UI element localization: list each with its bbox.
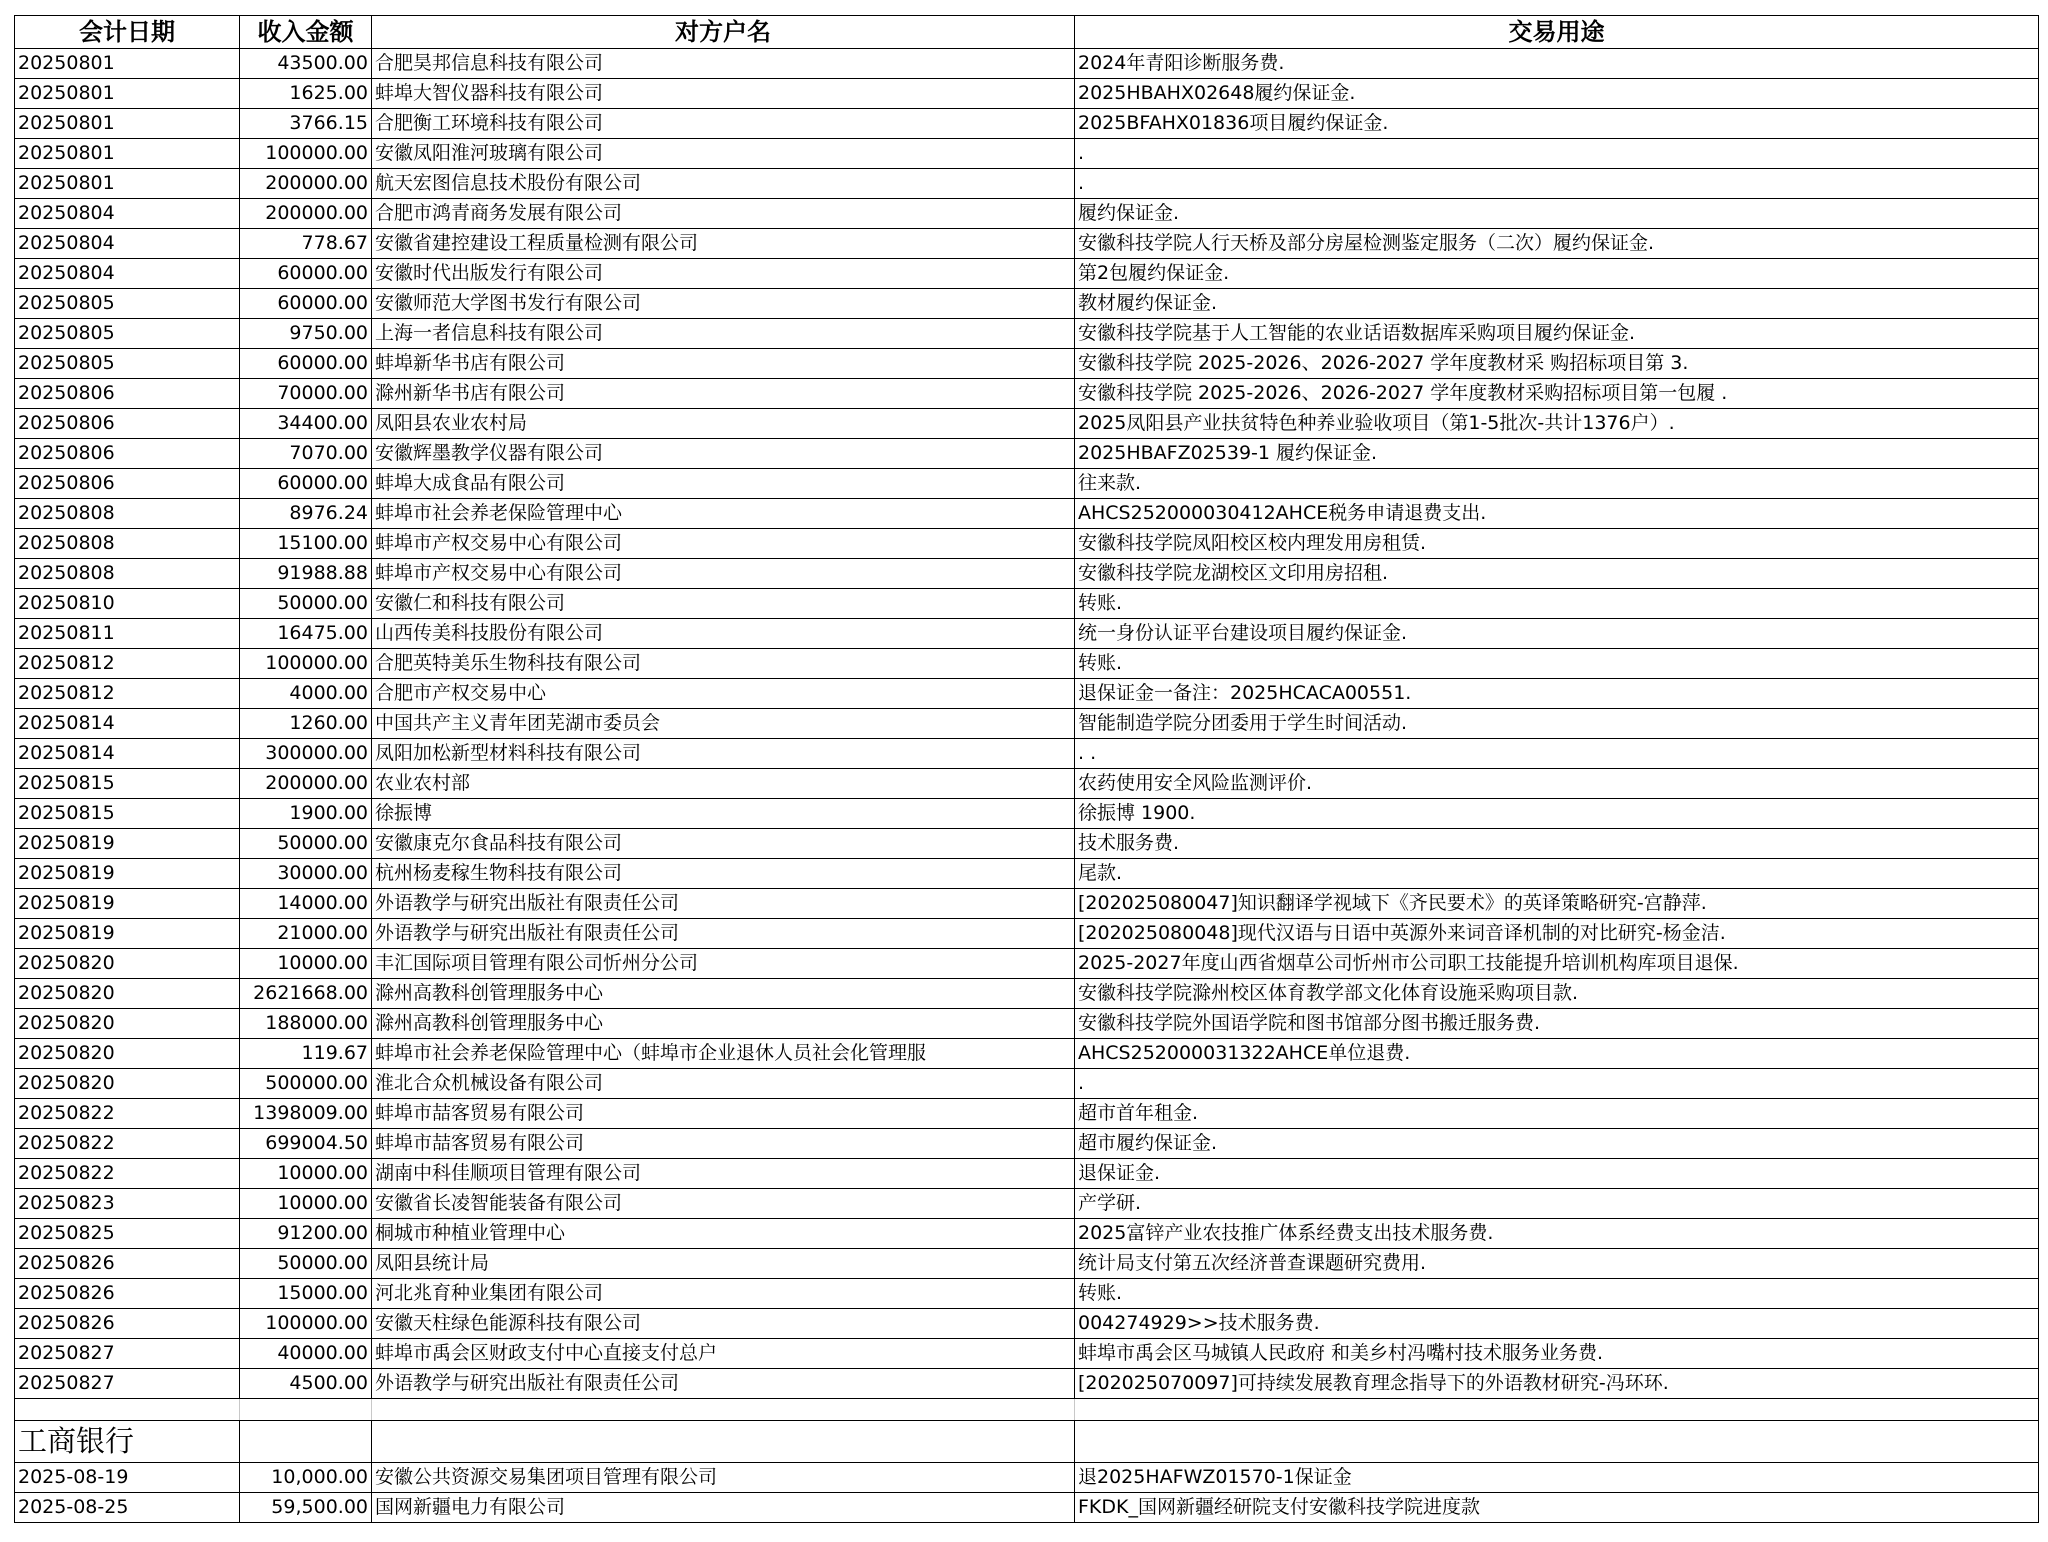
date-cell[interactable]: 20250805 — [15, 349, 240, 379]
date-cell[interactable]: 20250801 — [15, 49, 240, 79]
empty-cell[interactable] — [15, 1399, 240, 1421]
date-cell[interactable]: 20250820 — [15, 1039, 240, 1069]
date-cell[interactable]: 20250808 — [15, 559, 240, 589]
purpose-cell[interactable]: FKDK_国网新疆经研院支付安徽科技学院进度款 — [1075, 1493, 2039, 1523]
table-row — [15, 799, 2039, 829]
table-row — [15, 589, 2039, 619]
date-cell[interactable]: 20250814 — [15, 739, 240, 769]
amount-cell[interactable]: 699004.50 — [240, 1129, 372, 1159]
amount-cell[interactable]: 50000.00 — [240, 589, 372, 619]
purpose-cell[interactable]: 超市首年租金. — [1075, 1099, 2039, 1129]
counterparty-cell[interactable]: 凤阳县农业农村局 — [372, 409, 1075, 439]
table-row — [15, 1369, 2039, 1399]
amount-cell[interactable]: 15100.00 — [240, 529, 372, 559]
amount-cell[interactable]: 1260.00 — [240, 709, 372, 739]
counterparty-cell[interactable]: 蚌埠大成食品有限公司 — [372, 469, 1075, 499]
amount-cell[interactable]: 300000.00 — [240, 739, 372, 769]
purpose-cell[interactable]: 农药使用安全风险监测评价. — [1075, 769, 2039, 799]
counterparty-cell[interactable]: 安徽凤阳淮河玻璃有限公司 — [372, 139, 1075, 169]
counterparty-cell[interactable]: 安徽公共资源交易集团项目管理有限公司 — [372, 1463, 1075, 1493]
counterparty-cell[interactable]: 丰汇国际项目管理有限公司忻州分公司 — [372, 949, 1075, 979]
purpose-cell[interactable]: 安徽科技学院 2025-2026、2026-2027 学年度教材采 购招标项目第 3. — [1075, 349, 2039, 379]
table-row — [15, 889, 2039, 919]
date-cell[interactable]: 20250804 — [15, 229, 240, 259]
purpose-cell[interactable]: 安徽科技学院滁州校区体育教学部文化体育设施采购项目款. — [1075, 979, 2039, 1009]
purpose-cell[interactable]: . — [1075, 169, 2039, 199]
empty-cell[interactable] — [1075, 1421, 2039, 1463]
amount-cell[interactable]: 200000.00 — [240, 769, 372, 799]
amount-cell[interactable]: 34400.00 — [240, 409, 372, 439]
counterparty-cell[interactable]: 蚌埠市社会养老保险管理中心（蚌埠市企业退休人员社会化管理服 — [372, 1039, 1075, 1069]
amount-cell[interactable]: 60000.00 — [240, 349, 372, 379]
date-cell[interactable]: 2025-08-19 — [15, 1463, 240, 1493]
section-table-row — [15, 1463, 2039, 1493]
date-cell[interactable]: 20250804 — [15, 199, 240, 229]
counterparty-cell[interactable]: 中国共产主义青年团芜湖市委员会 — [372, 709, 1075, 739]
table-row — [15, 1159, 2039, 1189]
date-cell[interactable]: 20250819 — [15, 859, 240, 889]
purpose-cell[interactable]: 蚌埠市禹会区马城镇人民政府 和美乡村冯嘴村技术服务业务费. — [1075, 1339, 2039, 1369]
counterparty-cell[interactable]: 凤阳加松新型材料科技有限公司 — [372, 739, 1075, 769]
date-cell[interactable]: 2025-08-25 — [15, 1493, 240, 1523]
counterparty-cell[interactable]: 徐振博 — [372, 799, 1075, 829]
empty-cell[interactable] — [1075, 1399, 2039, 1421]
date-cell[interactable]: 20250801 — [15, 169, 240, 199]
date-cell[interactable]: 20250810 — [15, 589, 240, 619]
table-row — [15, 529, 2039, 559]
amount-cell[interactable]: 500000.00 — [240, 1069, 372, 1099]
purpose-cell[interactable]: . — [1075, 1069, 2039, 1099]
purpose-cell[interactable]: 尾款. — [1075, 859, 2039, 889]
date-cell[interactable]: 20250801 — [15, 79, 240, 109]
table-row — [15, 829, 2039, 859]
counterparty-cell[interactable]: 安徽辉墨教学仪器有限公司 — [372, 439, 1075, 469]
table-row — [15, 1309, 2039, 1339]
counterparty-cell[interactable]: 安徽时代出版发行有限公司 — [372, 259, 1075, 289]
date-cell[interactable]: 20250827 — [15, 1339, 240, 1369]
counterparty-cell[interactable]: 河北兆育种业集团有限公司 — [372, 1279, 1075, 1309]
table-row — [15, 739, 2039, 769]
purpose-cell[interactable]: 2025HBAFZ02539-1 履约保证金. — [1075, 439, 2039, 469]
date-cell[interactable]: 20250806 — [15, 469, 240, 499]
amount-cell[interactable]: 21000.00 — [240, 919, 372, 949]
amount-cell[interactable]: 40000.00 — [240, 1339, 372, 1369]
table-row — [15, 1339, 2039, 1369]
counterparty-cell[interactable]: 国网新疆电力有限公司 — [372, 1493, 1075, 1523]
purpose-cell[interactable]: 徐振博 1900. — [1075, 799, 2039, 829]
counterparty-cell[interactable]: 安徽仁和科技有限公司 — [372, 589, 1075, 619]
counterparty-cell[interactable]: 合肥英特美乐生物科技有限公司 — [372, 649, 1075, 679]
date-cell[interactable]: 20250806 — [15, 379, 240, 409]
table-row — [15, 679, 2039, 709]
amount-cell[interactable]: 1398009.00 — [240, 1099, 372, 1129]
counterparty-cell[interactable]: 滁州高教科创管理服务中心 — [372, 979, 1075, 1009]
section-table-row — [15, 1493, 2039, 1523]
table-row — [15, 469, 2039, 499]
table-row — [15, 649, 2039, 679]
purpose-cell[interactable]: [202025070097]可持续发展教育理念指导下的外语教材研究-冯环环. — [1075, 1369, 2039, 1399]
purpose-cell[interactable]: 教材履约保证金. — [1075, 289, 2039, 319]
date-cell[interactable]: 20250814 — [15, 709, 240, 739]
purpose-cell[interactable]: [202025080048]现代汉语与日语中英源外来词音译机制的对比研究-杨金洁. — [1075, 919, 2039, 949]
amount-cell[interactable]: 30000.00 — [240, 859, 372, 889]
purpose-cell[interactable]: 产学研. — [1075, 1189, 2039, 1219]
amount-cell[interactable]: 60000.00 — [240, 259, 372, 289]
date-cell[interactable]: 20250820 — [15, 1069, 240, 1099]
table-row — [15, 1279, 2039, 1309]
date-cell[interactable]: 20250819 — [15, 919, 240, 949]
date-cell[interactable]: 20250808 — [15, 499, 240, 529]
amount-cell[interactable]: 200000.00 — [240, 199, 372, 229]
table-row — [15, 949, 2039, 979]
amount-cell[interactable]: 1900.00 — [240, 799, 372, 829]
blank-row — [15, 1399, 2039, 1421]
table-row — [15, 709, 2039, 739]
amount-cell[interactable]: 91988.88 — [240, 559, 372, 589]
purpose-cell[interactable]: 履约保证金. — [1075, 199, 2039, 229]
counterparty-cell[interactable]: 蚌埠市禹会区财政支付中心直接支付总户 — [372, 1339, 1075, 1369]
purpose-cell[interactable]: 转账. — [1075, 649, 2039, 679]
purpose-cell[interactable]: 第2包履约保证金. — [1075, 259, 2039, 289]
table-row — [15, 769, 2039, 799]
table-row — [15, 1129, 2039, 1159]
counterparty-cell[interactable]: 安徽省建控建设工程质量检测有限公司 — [372, 229, 1075, 259]
table-row — [15, 199, 2039, 229]
purpose-cell[interactable]: AHCS252000030412AHCE税务申请退费支出. — [1075, 499, 2039, 529]
counterparty-cell[interactable]: 上海一者信息科技有限公司 — [372, 319, 1075, 349]
amount-cell[interactable]: 10000.00 — [240, 1189, 372, 1219]
table-row — [15, 559, 2039, 589]
purpose-cell[interactable]: 安徽科技学院外国语学院和图书馆部分图书搬迁服务费. — [1075, 1009, 2039, 1039]
amount-cell[interactable]: 60000.00 — [240, 469, 372, 499]
counterparty-cell[interactable]: 合肥昊邦信息科技有限公司 — [372, 49, 1075, 79]
table-row — [15, 1069, 2039, 1099]
counterparty-cell[interactable]: 农业农村部 — [372, 769, 1075, 799]
purpose-cell[interactable]: 转账. — [1075, 1279, 2039, 1309]
counterparty-cell[interactable]: 外语教学与研究出版社有限责任公司 — [372, 1369, 1075, 1399]
date-cell[interactable]: 20250815 — [15, 799, 240, 829]
amount-cell[interactable]: 778.67 — [240, 229, 372, 259]
date-cell[interactable]: 20250806 — [15, 409, 240, 439]
date-cell[interactable]: 20250820 — [15, 1009, 240, 1039]
purpose-cell[interactable]: 2024年青阳诊断服务费. — [1075, 49, 2039, 79]
date-cell[interactable]: 20250805 — [15, 289, 240, 319]
table-row — [15, 1219, 2039, 1249]
date-cell[interactable]: 20250811 — [15, 619, 240, 649]
amount-cell[interactable]: 7070.00 — [240, 439, 372, 469]
empty-cell[interactable] — [240, 1399, 372, 1421]
table-row — [15, 409, 2039, 439]
purpose-cell[interactable]: 技术服务费. — [1075, 829, 2039, 859]
amount-cell[interactable]: 100000.00 — [240, 1309, 372, 1339]
counterparty-cell[interactable]: 合肥衡工环境科技有限公司 — [372, 109, 1075, 139]
amount-cell[interactable]: 70000.00 — [240, 379, 372, 409]
purpose-cell[interactable]: 退保证金一备注：2025HCACA00551. — [1075, 679, 2039, 709]
amount-cell[interactable]: 4000.00 — [240, 679, 372, 709]
date-cell[interactable]: 20250823 — [15, 1189, 240, 1219]
date-cell[interactable]: 20250812 — [15, 649, 240, 679]
amount-cell[interactable]: 10000.00 — [240, 1159, 372, 1189]
counterparty-cell[interactable]: 航天宏图信息技术股份有限公司 — [372, 169, 1075, 199]
purpose-cell[interactable]: 安徽科技学院基于人工智能的农业话语数据库采购项目履约保证金. — [1075, 319, 2039, 349]
table-row — [15, 499, 2039, 529]
purpose-cell[interactable]: 004274929>>技术服务费. — [1075, 1309, 2039, 1339]
purpose-cell[interactable]: 转账. — [1075, 589, 2039, 619]
purpose-cell[interactable]: 统一身份认证平台建设项目履约保证金. — [1075, 619, 2039, 649]
section-title[interactable]: 工商银行 — [15, 1421, 240, 1463]
date-cell[interactable]: 20250804 — [15, 259, 240, 289]
date-cell[interactable]: 20250820 — [15, 949, 240, 979]
amount-cell[interactable]: 188000.00 — [240, 1009, 372, 1039]
counterparty-cell[interactable]: 蚌埠新华书店有限公司 — [372, 349, 1075, 379]
amount-cell[interactable]: 9750.00 — [240, 319, 372, 349]
amount-cell[interactable]: 50000.00 — [240, 1249, 372, 1279]
table-row — [15, 919, 2039, 949]
date-cell[interactable]: 20250806 — [15, 439, 240, 469]
date-cell[interactable]: 20250805 — [15, 319, 240, 349]
counterparty-cell[interactable]: 滁州新华书店有限公司 — [372, 379, 1075, 409]
amount-cell[interactable]: 43500.00 — [240, 49, 372, 79]
table-row — [15, 1099, 2039, 1129]
amount-cell[interactable]: 50000.00 — [240, 829, 372, 859]
purpose-cell[interactable]: 2025富锌产业农技推广体系经费支出技术服务费. — [1075, 1219, 2039, 1249]
table-row — [15, 379, 2039, 409]
amount-cell[interactable]: 4500.00 — [240, 1369, 372, 1399]
amount-cell[interactable]: 91200.00 — [240, 1219, 372, 1249]
table-row — [15, 49, 2039, 79]
date-cell[interactable]: 20250822 — [15, 1099, 240, 1129]
date-cell[interactable]: 20250826 — [15, 1309, 240, 1339]
table-row — [15, 319, 2039, 349]
counterparty-cell[interactable]: 合肥市产权交易中心 — [372, 679, 1075, 709]
table-row — [15, 1249, 2039, 1279]
purpose-cell[interactable]: 超市履约保证金. — [1075, 1129, 2039, 1159]
purpose-cell[interactable]: . . — [1075, 739, 2039, 769]
counterparty-cell[interactable]: 淮北合众机械设备有限公司 — [372, 1069, 1075, 1099]
counterparty-cell[interactable]: 安徽天柱绿色能源科技有限公司 — [372, 1309, 1075, 1339]
purpose-cell[interactable]: AHCS252000031322AHCE单位退费. — [1075, 1039, 2039, 1069]
purpose-cell[interactable]: 退保证金. — [1075, 1159, 2039, 1189]
counterparty-cell[interactable]: 杭州杨麦稼生物科技有限公司 — [372, 859, 1075, 889]
date-cell[interactable]: 20250826 — [15, 1249, 240, 1279]
purpose-cell[interactable]: 2025HBAHX02648履约保证金. — [1075, 79, 2039, 109]
purpose-cell[interactable]: 统计局支付第五次经济普查课题研究费用. — [1075, 1249, 2039, 1279]
amount-cell[interactable]: 60000.00 — [240, 289, 372, 319]
counterparty-cell[interactable]: 滁州高教科创管理服务中心 — [372, 1009, 1075, 1039]
empty-cell[interactable] — [240, 1421, 372, 1463]
date-cell[interactable]: 20250827 — [15, 1369, 240, 1399]
date-cell[interactable]: 20250820 — [15, 979, 240, 1009]
amount-cell[interactable]: 119.67 — [240, 1039, 372, 1069]
table-row — [15, 1189, 2039, 1219]
amount-cell[interactable]: 8976.24 — [240, 499, 372, 529]
counterparty-cell[interactable]: 合肥市鸿青商务发展有限公司 — [372, 199, 1075, 229]
counterparty-cell[interactable]: 安徽省长凌智能装备有限公司 — [372, 1189, 1075, 1219]
table-row — [15, 439, 2039, 469]
table-row — [15, 289, 2039, 319]
date-cell[interactable]: 20250822 — [15, 1159, 240, 1189]
date-cell[interactable]: 20250815 — [15, 769, 240, 799]
header-counterparty[interactable]: 对方户名 — [372, 16, 1075, 49]
amount-cell[interactable]: 15000.00 — [240, 1279, 372, 1309]
amount-cell[interactable]: 10,000.00 — [240, 1463, 372, 1493]
counterparty-cell[interactable]: 蚌埠市产权交易中心有限公司 — [372, 529, 1075, 559]
amount-cell[interactable]: 10000.00 — [240, 949, 372, 979]
amount-cell[interactable]: 100000.00 — [240, 649, 372, 679]
table-row — [15, 109, 2039, 139]
purpose-cell[interactable]: 安徽科技学院凤阳校区校内理发用房租赁. — [1075, 529, 2039, 559]
purpose-cell[interactable]: 2025凤阳县产业扶贫特色种养业验收项目（第1-5批次-共计1376户）. — [1075, 409, 2039, 439]
income-ledger-table — [14, 15, 2039, 1523]
amount-cell[interactable]: 14000.00 — [240, 889, 372, 919]
amount-cell[interactable]: 3766.15 — [240, 109, 372, 139]
purpose-cell[interactable]: 智能制造学院分团委用于学生时间活动. — [1075, 709, 2039, 739]
counterparty-cell[interactable]: 蚌埠大智仪器科技有限公司 — [372, 79, 1075, 109]
table-row — [15, 139, 2039, 169]
table-row — [15, 979, 2039, 1009]
purpose-cell[interactable]: 往来款. — [1075, 469, 2039, 499]
table-row — [15, 259, 2039, 289]
counterparty-cell[interactable]: 蚌埠市喆客贸易有限公司 — [372, 1099, 1075, 1129]
date-cell[interactable]: 20250812 — [15, 679, 240, 709]
amount-cell[interactable]: 2621668.00 — [240, 979, 372, 1009]
amount-cell[interactable]: 1625.00 — [240, 79, 372, 109]
counterparty-cell[interactable]: 山西传美科技股份有限公司 — [372, 619, 1075, 649]
purpose-cell[interactable]: 2025-2027年度山西省烟草公司忻州市公司职工技能提升培训机构库项目退保. — [1075, 949, 2039, 979]
table-row — [15, 169, 2039, 199]
date-cell[interactable]: 20250819 — [15, 889, 240, 919]
table-row — [15, 859, 2039, 889]
purpose-cell[interactable]: 2025BFAHX01836项目履约保证金. — [1075, 109, 2039, 139]
purpose-cell[interactable]: 退2025HAFWZ01570-1保证金 — [1075, 1463, 2039, 1493]
empty-cell[interactable] — [372, 1421, 1075, 1463]
date-cell[interactable]: 20250801 — [15, 109, 240, 139]
table-row — [15, 229, 2039, 259]
counterparty-cell[interactable]: 蚌埠市喆客贸易有限公司 — [372, 1129, 1075, 1159]
purpose-cell[interactable]: . — [1075, 139, 2039, 169]
date-cell[interactable]: 20250819 — [15, 829, 240, 859]
counterparty-cell[interactable]: 蚌埠市产权交易中心有限公司 — [372, 559, 1075, 589]
table-row — [15, 349, 2039, 379]
table-row — [15, 79, 2039, 109]
table-row — [15, 1009, 2039, 1039]
purpose-cell[interactable]: [202025080047]知识翻译学视域下《齐民要术》的英译策略研究-宫静萍. — [1075, 889, 2039, 919]
date-cell[interactable]: 20250801 — [15, 139, 240, 169]
amount-cell[interactable]: 100000.00 — [240, 139, 372, 169]
date-cell[interactable]: 20250808 — [15, 529, 240, 559]
date-cell[interactable]: 20250822 — [15, 1129, 240, 1159]
amount-cell[interactable]: 59,500.00 — [240, 1493, 372, 1523]
table-row — [15, 619, 2039, 649]
counterparty-cell[interactable]: 外语教学与研究出版社有限责任公司 — [372, 889, 1075, 919]
date-cell[interactable]: 20250826 — [15, 1279, 240, 1309]
table-row — [15, 1039, 2039, 1069]
counterparty-cell[interactable]: 凤阳县统计局 — [372, 1249, 1075, 1279]
counterparty-cell[interactable]: 外语教学与研究出版社有限责任公司 — [372, 919, 1075, 949]
amount-cell[interactable]: 200000.00 — [240, 169, 372, 199]
date-cell[interactable]: 20250825 — [15, 1219, 240, 1249]
counterparty-cell[interactable]: 湖南中科佳顺项目管理有限公司 — [372, 1159, 1075, 1189]
purpose-cell[interactable]: 安徽科技学院龙湖校区文印用房招租. — [1075, 559, 2039, 589]
empty-cell[interactable] — [372, 1399, 1075, 1421]
section-header-row — [15, 1421, 2039, 1463]
header-date[interactable]: 会计日期 — [15, 16, 240, 49]
purpose-cell[interactable]: 安徽科技学院 2025-2026、2026-2027 学年度教材采购招标项目第一包履 . — [1075, 379, 2039, 409]
amount-cell[interactable]: 16475.00 — [240, 619, 372, 649]
counterparty-cell[interactable]: 安徽康克尔食品科技有限公司 — [372, 829, 1075, 859]
counterparty-cell[interactable]: 蚌埠市社会养老保险管理中心 — [372, 499, 1075, 529]
purpose-cell[interactable]: 安徽科技学院人行天桥及部分房屋检测鉴定服务（二次）履约保证金. — [1075, 229, 2039, 259]
header-row — [15, 16, 2039, 49]
header-amount[interactable]: 收入金额 — [240, 16, 372, 49]
counterparty-cell[interactable]: 桐城市种植业管理中心 — [372, 1219, 1075, 1249]
header-purpose[interactable]: 交易用途 — [1075, 16, 2039, 49]
counterparty-cell[interactable]: 安徽师范大学图书发行有限公司 — [372, 289, 1075, 319]
